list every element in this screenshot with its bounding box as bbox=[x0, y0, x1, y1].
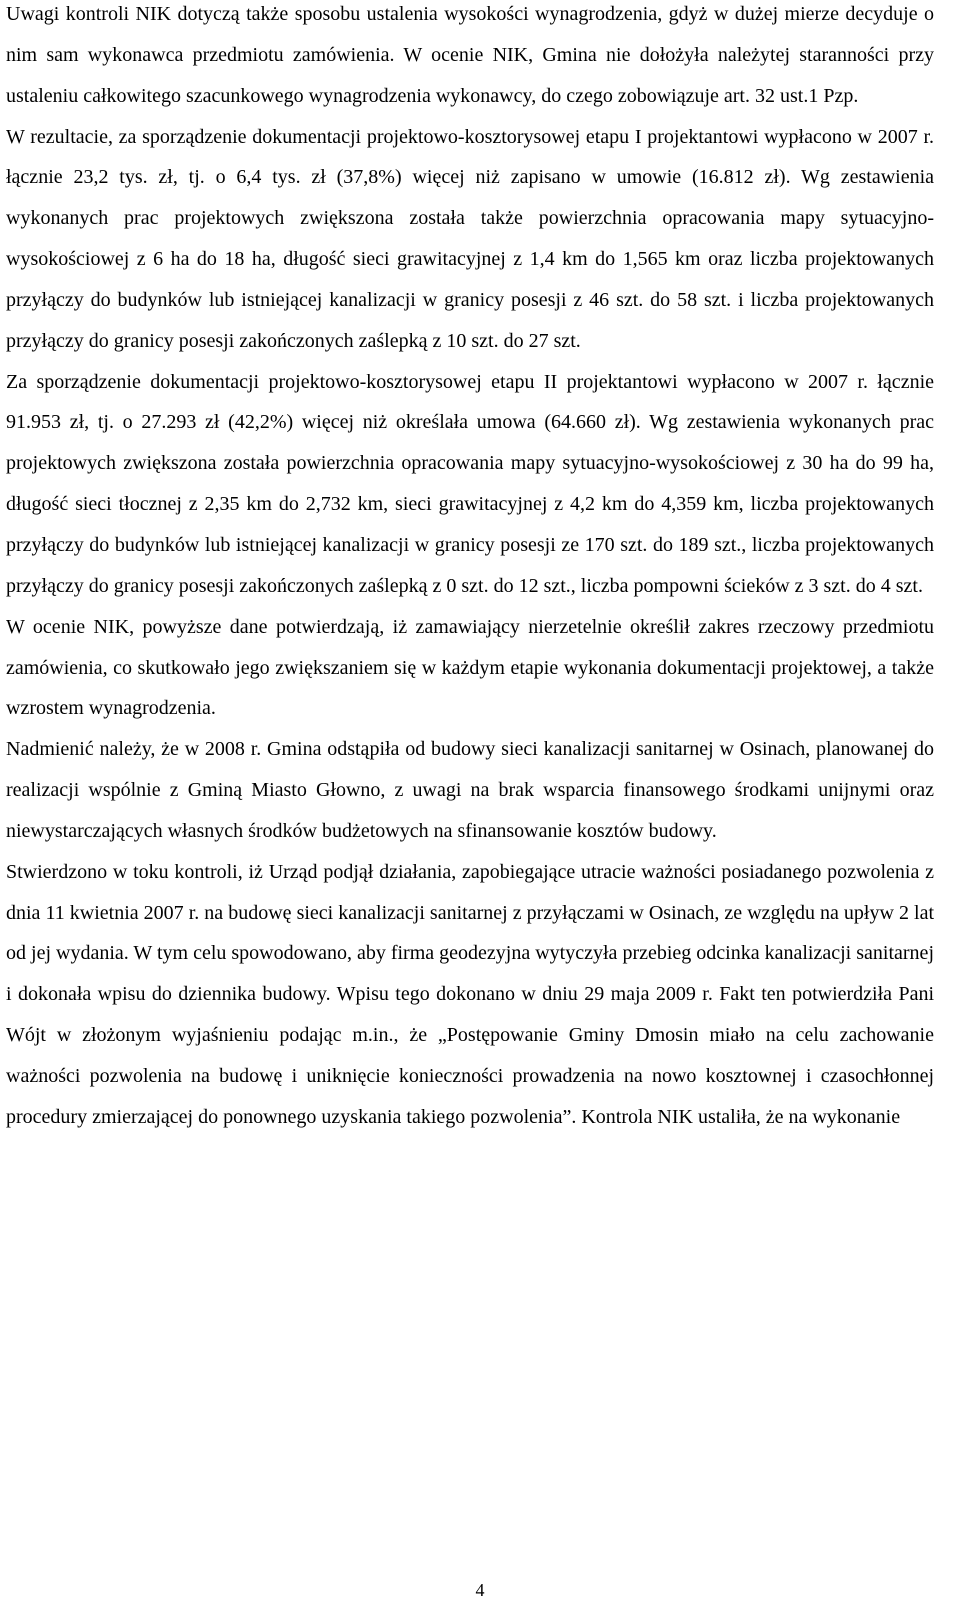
paragraph-stage-one-payment: W rezultacie, za sporządzenie dokumentacji projektowo-kosztorysowej etapu I projektantowi wypłacono w 2007 r. łącznie 23,2 tys. zł, tj. o 6,4 tys. zł (37,8%) więcej niż zapisano w umowie (16.812 zł). Wg zestawienia wykonanych prac projektowych zwiększona została także powierzchnia opracowania mapy sytuacyjno-wysokościowej z 6 ha do 18 ha, długość sieci grawitacyjnej z 1,4 km do 1,565 km oraz liczba projektowanych przyłączy do budynków lub istniejącej kanalizacji w granicy posesji z 46 szt. do 58 szt. i liczba projektowanych przyłączy do granicy posesji zakończonych zaślepką z 10 szt. do 27 szt. bbox=[6, 125, 934, 352]
paragraph-stage-two-payment: Za sporządzenie dokumentacji projektowo-kosztorysowej etapu II projektantowi wypłacono w 2007 r. łącznie 91.953 zł, tj. o 27.293 zł (42,2%) więcej niż określała umowa (64.660 zł). Wg zestawienia wykonanych prac projektowych zwiększona została powierzchnia opracowania mapy sytuacyjno-wysokościowej z 30 ha do 99 ha, długość sieci tłocznej z 2,35 km do 2,732 km, sieci grawitacyjnej z 4,2 km do 4,359 km, liczba projektowanych przyłączy do budynków lub istniejącej kanalizacji w granicy posesji ze 170 szt. do 189 szt., liczba projektowanych przyłączy do granicy posesji zakończonych zaślepką z 0 szt. do 12 szt., liczba pompowni ścieków z 3 szt. do 4 szt. bbox=[6, 370, 934, 597]
page-number: 4 bbox=[475, 1580, 485, 1600]
paragraph-construction-withdrawal: Nadmienić należy, że w 2008 r. Gmina odstąpiła od budowy sieci kanalizacji sanitarnej w Osinach, planowanej do realizacji wspólnie z Gminą Miasto Głowno, z uwagi na brak wsparcia finansowego środkami unijnymi oraz niewystarczających własnych środków budżetowych na sfinansowanie kosztów budowy. bbox=[6, 738, 934, 842]
document-page bbox=[6, 0, 934, 1611]
paragraph-nik-assessment: W ocenie NIK, powyższe dane potwierdzają, iż zamawiający nierzetelnie określił zakres rzeczowy przedmiotu zamówienia, co skutkowało jego zwiększaniem się w każdym etapie wykonania dokumentacji projektowej, a także wzrostem wynagrodzenia. bbox=[6, 615, 934, 720]
paragraph-nik-remarks: Uwagi kontroli NIK dotyczą także sposobu ustalenia wysokości wynagrodzenia, gdyż w dużej mierze decyduje o nim sam wykonawca przedmiotu zamówienia. W ocenie NIK, Gmina nie dołożyła należytej staranności przy ustaleniu całkowitego szacunkowego wynagrodzenia wykonawcy, do czego zobowiązuje art. 32 ust.1 Pzp. bbox=[6, 3, 934, 107]
paragraph-permit-validity: Stwierdzono w toku kontroli, iż Urząd podjął działania, zapobiegające utracie ważności posiadanego pozwolenia z dnia 11 kwietnia 2007 r. na budowę sieci kanalizacji sanitarnej z przyłączami w Osinach, ze względu na upływ 2 lat od jej wydania. W tym celu spowodowano, aby firma geodezyjna wytyczyła przebieg odcinka kanalizacji sanitarnej i dokonała wpisu do dziennika budowy. Wpisu tego dokonano w dniu 29 maja 2009 r. Fakt ten potwierdziła Pani Wójt w złożonym wyjaśnieniu podając m.in., że „Postępowanie Gminy Dmosin miało na celu zachowanie ważności pozwolenia na budowę i uniknięcie konieczności prowadzenia na nowo kosztownej i czasochłonnej procedury zmierzającej do ponownego uzyskania takiego pozwolenia”. Kontrola NIK ustaliła, że na wykonanie bbox=[6, 860, 934, 1128]
